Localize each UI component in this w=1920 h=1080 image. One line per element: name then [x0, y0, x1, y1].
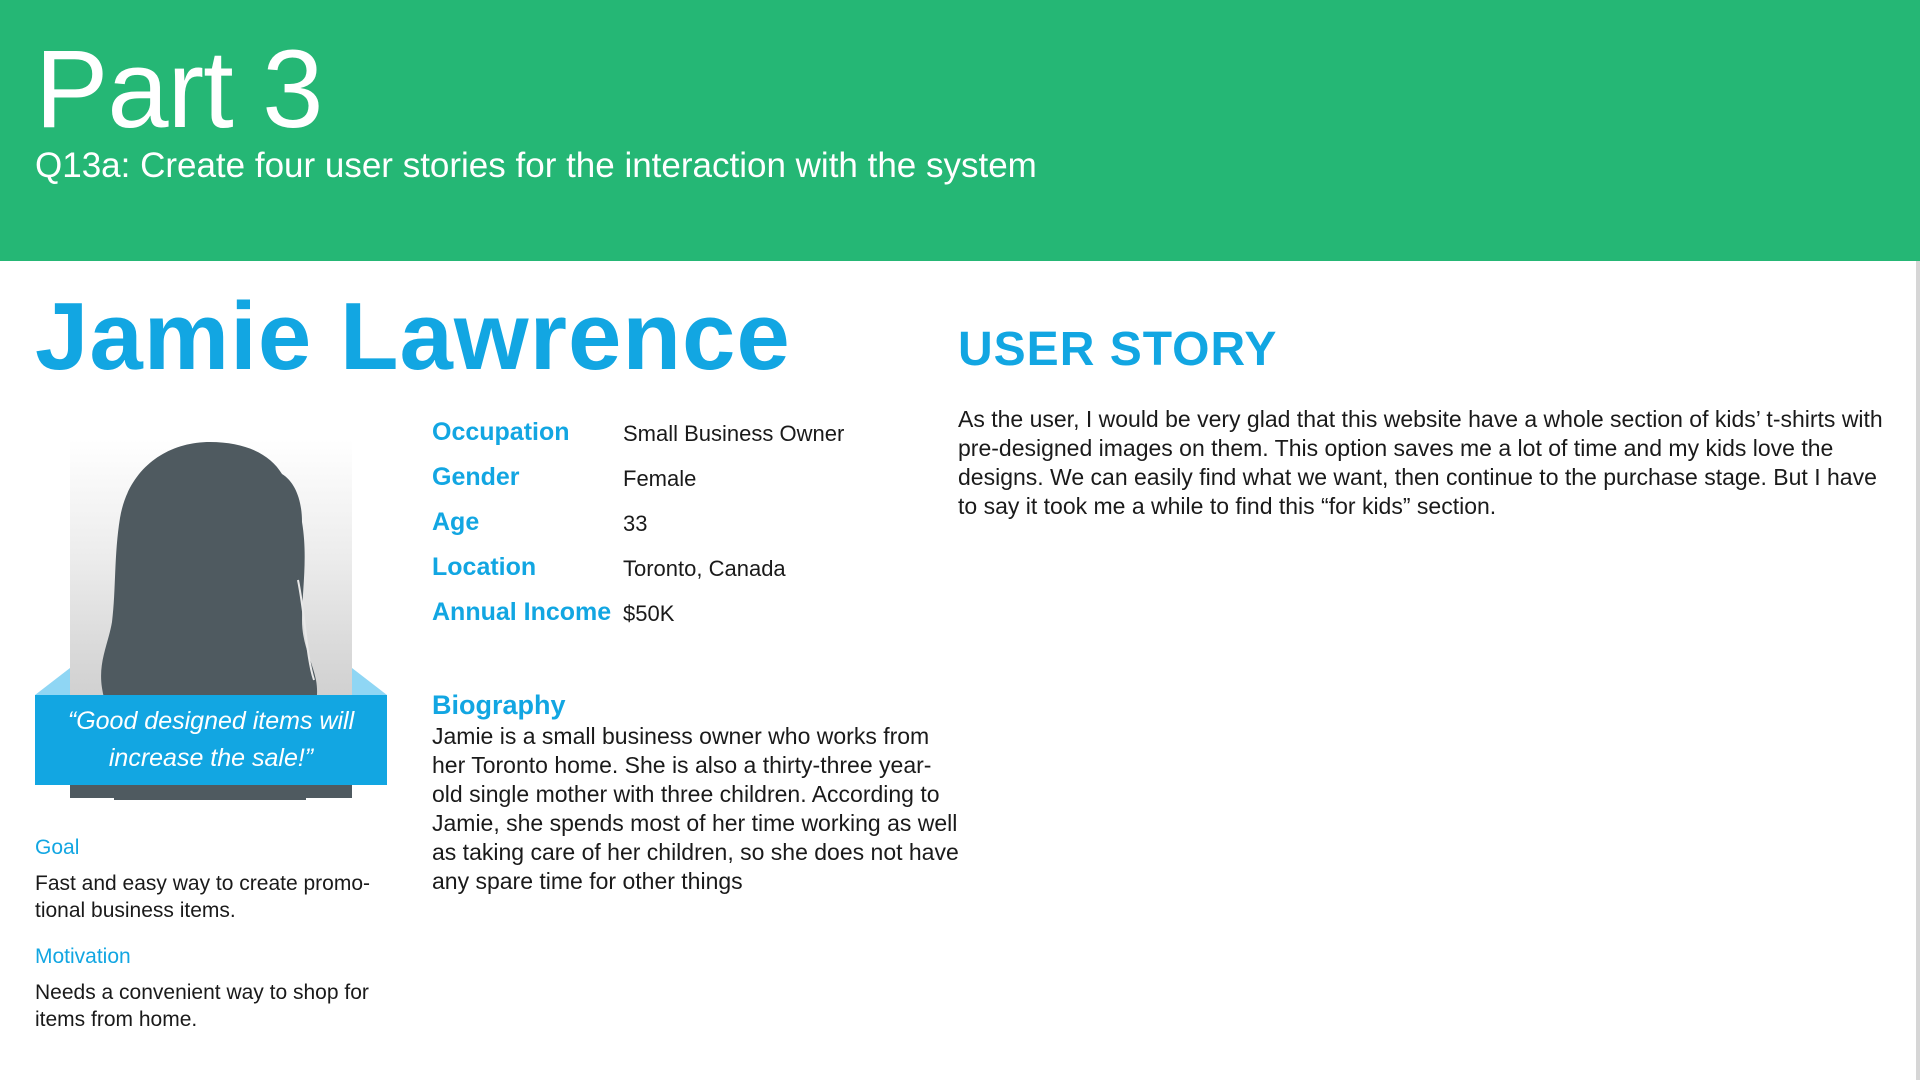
attr-label-annual-income: Annual Income [432, 598, 612, 626]
page-subtitle: Q13a: Create four user stories for the interaction with the system [35, 146, 1037, 185]
attr-value-location: Toronto, Canada [623, 556, 786, 581]
goal-label: Goal [35, 836, 80, 859]
attr-label-location: Location [432, 553, 537, 581]
attr-label-occupation: Occupation [432, 418, 570, 446]
persona-quote: “Good designed items will increase the sale!” [35, 695, 387, 785]
attr-label-gender: Gender [432, 463, 520, 491]
slide-edge [1916, 261, 1920, 1080]
attr-value-occupation: Small Business Owner [623, 421, 845, 446]
ribbon-fold-right [352, 668, 387, 695]
motivation-label: Motivation [35, 945, 131, 968]
attr-value-age: 33 [623, 511, 648, 536]
header-band [0, 0, 1920, 261]
page-title: Part 3 [35, 28, 323, 151]
avatar-card [35, 440, 387, 800]
goal-text: Fast and easy way to create promo-tional business items. [35, 872, 370, 922]
user-story-heading: USER STORY [958, 323, 1278, 376]
persona-name: Jamie Lawrence [35, 283, 791, 390]
ribbon-fold-left [35, 668, 70, 695]
avatar-card-base [70, 785, 352, 798]
attr-value-annual-income: $50K [623, 601, 675, 626]
biography-heading: Biography [432, 690, 566, 720]
attr-label-age: Age [432, 508, 480, 536]
biography-text: Jamie is a small business owner who works from her Toronto home. She is also a thirty-three year-old single mother with three children. According to Jamie, she spends most of her time working as well as taking care of her children, so she does not have any spare time for other things [432, 723, 959, 894]
motivation-text: Needs a convenient way to shop for items from home. [35, 981, 369, 1031]
user-story-text: As the user, I would be very glad that this website have a whole section of kids’ t-shirts with pre-designed images on them. This option saves me a lot of time and my kids love the designs. We can easily find what we want, then continue to the purchase stage. But I have to say it took me a while to find this “for kids” section. [958, 406, 1883, 519]
attr-value-gender: Female [623, 466, 697, 491]
